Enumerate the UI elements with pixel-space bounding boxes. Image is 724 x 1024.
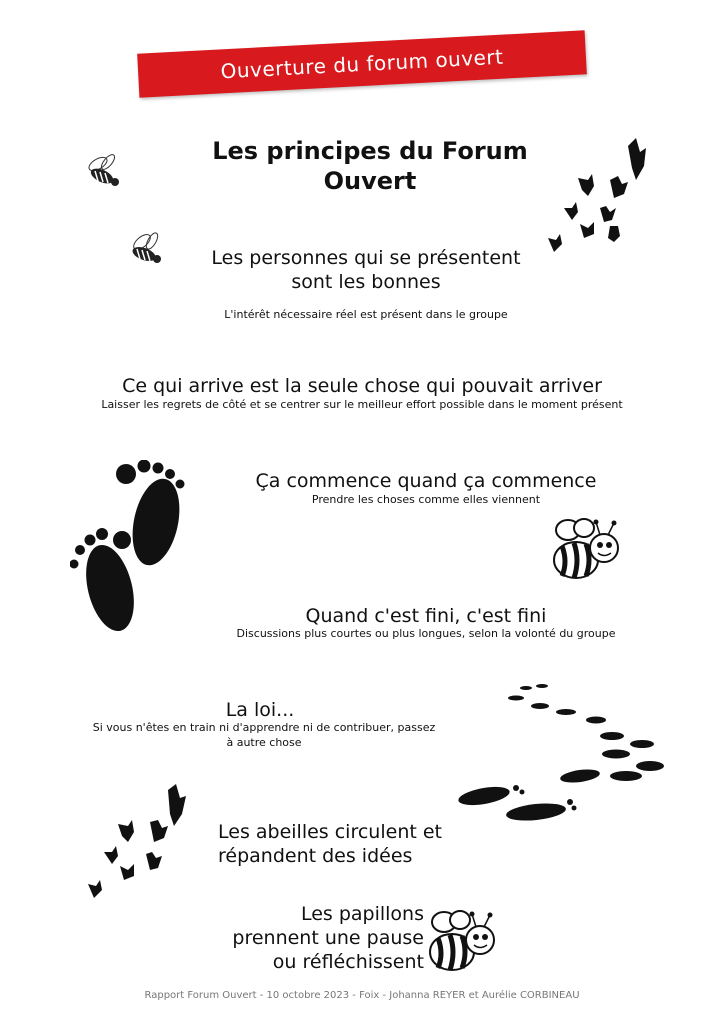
principle-1-line-1: Les personnes qui se présentent xyxy=(211,247,521,269)
principle-1-line-2: sont les bonnes xyxy=(291,271,441,293)
page-title xyxy=(160,136,580,196)
principle-7-line-1: Les papillons xyxy=(300,903,424,925)
principle-6-heading xyxy=(218,820,498,868)
principle-5-detail xyxy=(64,720,464,750)
title-line-2: Ouvert xyxy=(323,167,417,195)
principle-7-heading xyxy=(180,902,424,974)
principle-1-detail: L'intérêt nécessaire réel est présent dans le groupe xyxy=(224,308,508,321)
principle-5-detail-line-1: Si vous n'êtes en train ni d'apprendre ni de contribuer, passez xyxy=(92,721,436,734)
principle-6-line-1: Les abeilles circulent et xyxy=(218,821,442,843)
principle-3-heading: Ça commence quand ça commence xyxy=(255,470,597,492)
principle-2-detail: Laisser les regrets de côté et se centrer sur le meilleur effort possible dans le moment présent xyxy=(101,398,623,411)
principle-4-heading: Quand c'est fini, c'est fini xyxy=(305,605,547,627)
principle-5-detail-line-2: à autre chose xyxy=(226,736,302,749)
principle-7-line-2: prennent une pause xyxy=(232,927,424,949)
cartoon-bee-icon xyxy=(548,518,624,584)
principle-2-heading: Ce qui arrive est la seule chose qui pouvait arriver xyxy=(122,375,602,397)
footprint-trail-icon xyxy=(456,684,666,834)
cartoon-bee-icon xyxy=(424,910,500,976)
principle-6-line-2: répandent des idées xyxy=(218,845,413,867)
title-line-1: Les principes du Forum xyxy=(212,137,528,165)
principle-1-heading xyxy=(186,246,546,294)
banner-label: Ouverture du forum ouvert xyxy=(220,44,504,84)
bee-icon xyxy=(84,154,122,190)
butterflies-icon xyxy=(84,784,190,904)
page-footer: Rapport Forum Ouvert - 10 octobre 2023 - Foix - Johanna REYER et Aurélie CORBINEAU xyxy=(144,990,580,1001)
principle-7-line-3: ou réfléchissent xyxy=(272,951,424,973)
header-banner xyxy=(137,30,587,97)
bee-icon xyxy=(126,232,164,268)
principle-3-detail: Prendre les choses comme elles viennent xyxy=(311,493,541,506)
principle-5-heading: La loi... xyxy=(225,699,295,721)
butterflies-icon xyxy=(540,138,650,260)
footprints-icon xyxy=(70,460,194,640)
principle-4-detail: Discussions plus courtes ou plus longues, selon la volonté du groupe xyxy=(236,627,616,640)
